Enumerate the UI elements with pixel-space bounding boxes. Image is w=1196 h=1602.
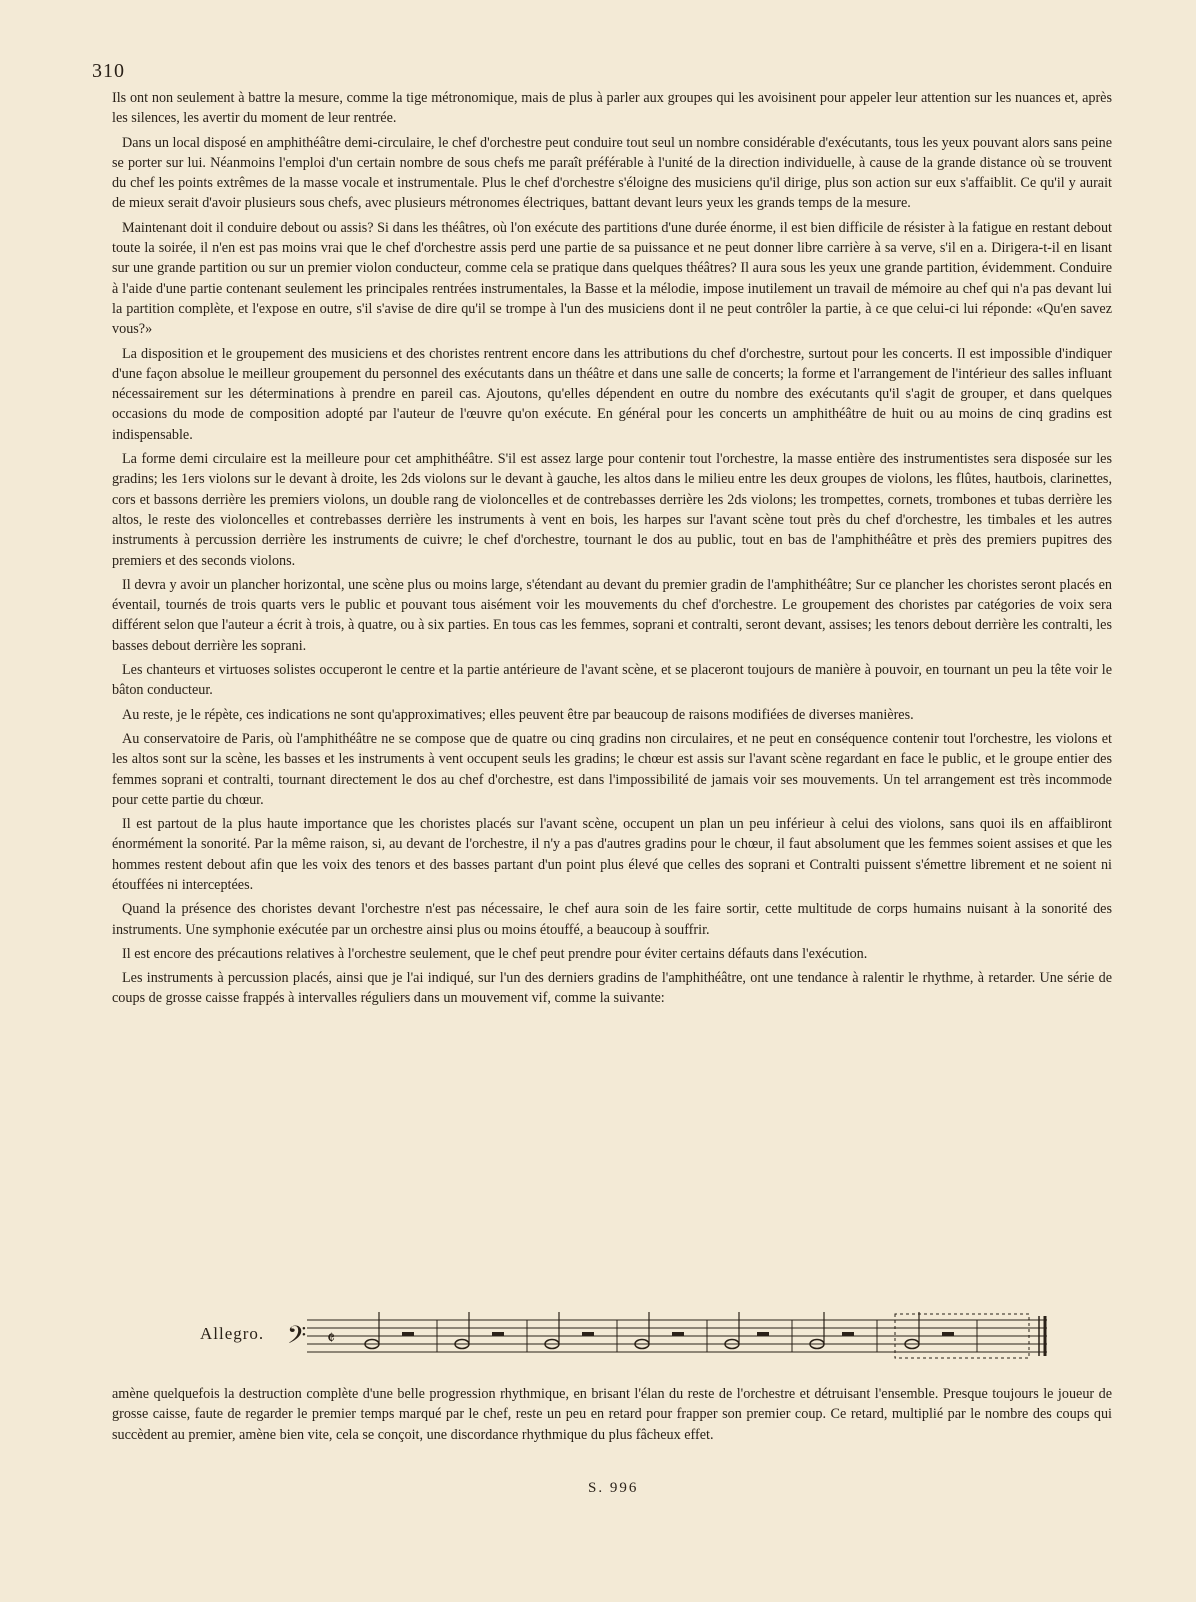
paragraph-9: Au conservatoire de Paris, où l'amphithéâtre ne se compose que de quatre ou cinq gradins non circulaires, et ne peut en conséquence contenir tout l'orchestre, les violons et les altos sont sur la scène, les basses et les instruments à vent occupent seuls les gradins; le chœur est assis sur l'avant scène regardant en face le public, et le groupe entier des femmes soprani et contralti, tournant directement le dos au chef d'orchestre, est dans l'impossibilité de jamais voir ses mouvements. Un tel arrangement est très incommode pour cette partie du chœur. — [112, 730, 1112, 808]
common-time-icon: 𝄵 — [327, 1328, 336, 1349]
paragraph-5: La forme demi circulaire est la meilleure pour cet amphithéâtre. S'il est assez large pour contenir tout l'orchestre, la masse entière des instrumentistes sera disposée sur les gradins; les 1ers violons sur le devant à droite, les 2ds violons sur le devant à gauche, les altos dans le milieu entre les deux groupes de violons, les flûtes, hautbois, clarinettes, cors et bassons derrière les premiers violons, un double rang de violoncelles et de contrebasses derrière les 2ds violons; les trompettes, cornets, trombones et tubas derrière les altos, le reste des violoncelles et contrebasses derrière les instruments à vent en bois, les harpes sur l'avant scène tout près du chef d'orchestre, les timbales et les autres instruments à percussion derrière les instruments de cuivre; le chef d'orchestre, tournant le dos au public, tout en bas de l'amphithéâtre et près des premiers pupitres des premiers et des seconds violons. — [112, 451, 1112, 569]
paragraph-12: Il est encore des précautions relatives à l'orchestre seulement, que le chef peut prendre pour éviter certains défauts dans l'exécution. — [122, 945, 868, 962]
half-rests — [402, 1332, 954, 1336]
paragraph-6: Il devra y avoir un plancher horizontal, une scène plus ou moins large, s'étendant au devant du premier gradin de l'amphithéâtre; Sur ce plancher les choristes seront placés en éventail, tournés de trois quarts vers le public et pouvant tous aisément voir les mouvements du chef d'orchestre. Le groupement des choristes par catégories de voix sera différent selon que l'auteur a écrit à trois, à quatre, ou à six parties. En tous cas les femmes, soprani et contralti, seront devant, assises; les tenors debout derrière les contralti, les basses debout derrière les soprani. — [112, 576, 1112, 654]
page-number: 310 — [92, 60, 125, 82]
paragraph-7: Les chanteurs et virtuoses solistes occuperont le centre et la partie antérieure de l'avant scène, et se placeront toujours de manière à pouvoir, en tournant un peu la tête voir le bâton conducteur. — [112, 662, 1112, 699]
music-example — [112, 1298, 1112, 1370]
bass-clef-icon: 𝄢 — [287, 1321, 307, 1356]
musical-staff — [277, 1306, 1057, 1366]
paragraph-3: Maintenant doit il conduire debout ou assis? Si dans les théâtres, où l'on exécute des partitions d'une durée énorme, il est bien difficile de résister à la fatigue en restant debout toute la soirée, il n'en est pas moins vrai que le chef d'orchestre assis perd une partie de sa puissance et ne peut donner libre carrière à sa verve, s'il en a. Dirigera-t-il en lisant sur une grande partition ou sur un premier violon conducteur, comme cela se pratique dans quelques théâtres? Il aura sous les yeux une grande partition, évidemment. Conduire à l'aide d'une partie contenant seulement les principales rentrées instrumentales, la Basse et la mélodie, impose inutilement un travail de mémoire au chef qui n'a pas devant lui la partition complète, et l'expose en outre, s'il s'avise de dire qu'il se trompe à l'un des musiciens dont il ne peut contrôler la partie, à ce que celui-ci lui réponde: «Qu'en savez vous?» — [112, 219, 1112, 338]
paragraph-4: La disposition et le groupement des musiciens et des choristes rentrent encore dans les attributions du chef d'orchestre, surtout pour les concerts. Il est impossible d'indiquer d'une façon absolue le meilleur groupement du personnel des exécutants dans un théâtre et dans une salle de concerts; la forme et l'arrangement de l'intérieur des salles influant nécessairement sur les déterminations à prendre en pareil cas. Ajoutons, qu'elles dépendent en outre du nombre des exécutants qu'il s'agit de grouper, et dans quelques occasions du mode de composition adopté par l'auteur de l'œuvre qu'on exécute. En général pour les concerts un amphithéâtre de huit ou au moins de cinq gradins est indispensable. — [112, 345, 1112, 443]
paragraph-2: Dans un local disposé en amphithéâtre demi-circulaire, le chef d'orchestre peut conduire tout seul un nombre considérable d'exécutants, tous les yeux pouvant alors sans peine se porter sur lui. Néanmoins l'emploi d'un certain nombre de sous chefs me paraît préférable à l'unité de la direction individuelle, à cause de la grande distance où se trouvent du chef les points extrêmes de la masse vocale et instrumentale. Plus le chef d'orchestre s'éloigne des musiciens qu'il dirige, plus son action sur eux s'affaiblit. Ce qu'il y aurait de mieux serait d'avoir plusieurs sous chefs, avec plusieurs métronomes électriques, battant devant leurs yeux les grands temps de la mesure. — [112, 134, 1112, 212]
tempo-marking: Allegro. — [200, 1324, 265, 1343]
paragraph-1: Ils ont non seulement à battre la mesure, comme la tige métronomique, mais de plus à parler aux groupes qui les avoisinent pour appeler leur attention sur les nuances et, après les silences, les avertir du moment de leur rentrée. — [112, 90, 1112, 127]
closing-paragraph: amène quelquefois la destruction complète d'une belle progression rhythmique, en brisant l'élan du reste de l'orchestre et détruisant l'ensemble. Presque toujours le joueur de grosse caisse, faute de regarder le premier temps marqué par le chef, reste un peu en retard pour frapper son premier coup. Ce retard, multiplié par le nombre des coups qui succèdent au premier, amène bien vite, cela se conçoit, une discordance rhythmique du plus fâcheux effet. — [112, 1386, 1112, 1443]
paragraph-11: Quand la présence des choristes devant l'orchestre n'est pas nécessaire, le chef aura soin de les faire sortir, cette multitude de corps humains nuisant à la sonorité des instruments. Une symphonie exécutée par un orchestre ainsi plus ou moins étouffé, a beaucoup à souffrir. — [112, 901, 1112, 938]
closing-text — [112, 1384, 1112, 1449]
body-text — [112, 88, 1112, 1013]
paragraph-10: Il est partout de la plus haute importance que les choristes placés sur l'avant scène, occupent un plan un peu inférieur à celui des violons, sans quoi ils en affaibliront énormément la sonorité. Par la même raison, si, au devant de l'orchestre, il n'y a pas d'autres gradins pour le chœur, il faut absolument que les femmes soient assises et que les hommes restent debout afin que les voix des tenors et des basses partant d'un point plus élevé que celles des soprani et Contralti puissent s'émettre librement et ne soient ni étouffées ni interceptées. — [112, 816, 1112, 893]
plate-number: S. 996 — [588, 1480, 639, 1496]
paragraph-8: Au reste, je le répète, ces indications ne sont qu'approximatives; elles peuvent être par beaucoup de raisons modifiées de diverses manières. — [122, 706, 914, 723]
paragraph-13: Les instruments à percussion placés, ainsi que je l'ai indiqué, sur l'un des derniers gradins de l'amphithéâtre, ont une tendance à ralentir le rhythme, à retarder. Une série de coups de grosse caisse frappés à intervalles réguliers dans un mouvement vif, comme la suivante: — [112, 970, 1112, 1007]
